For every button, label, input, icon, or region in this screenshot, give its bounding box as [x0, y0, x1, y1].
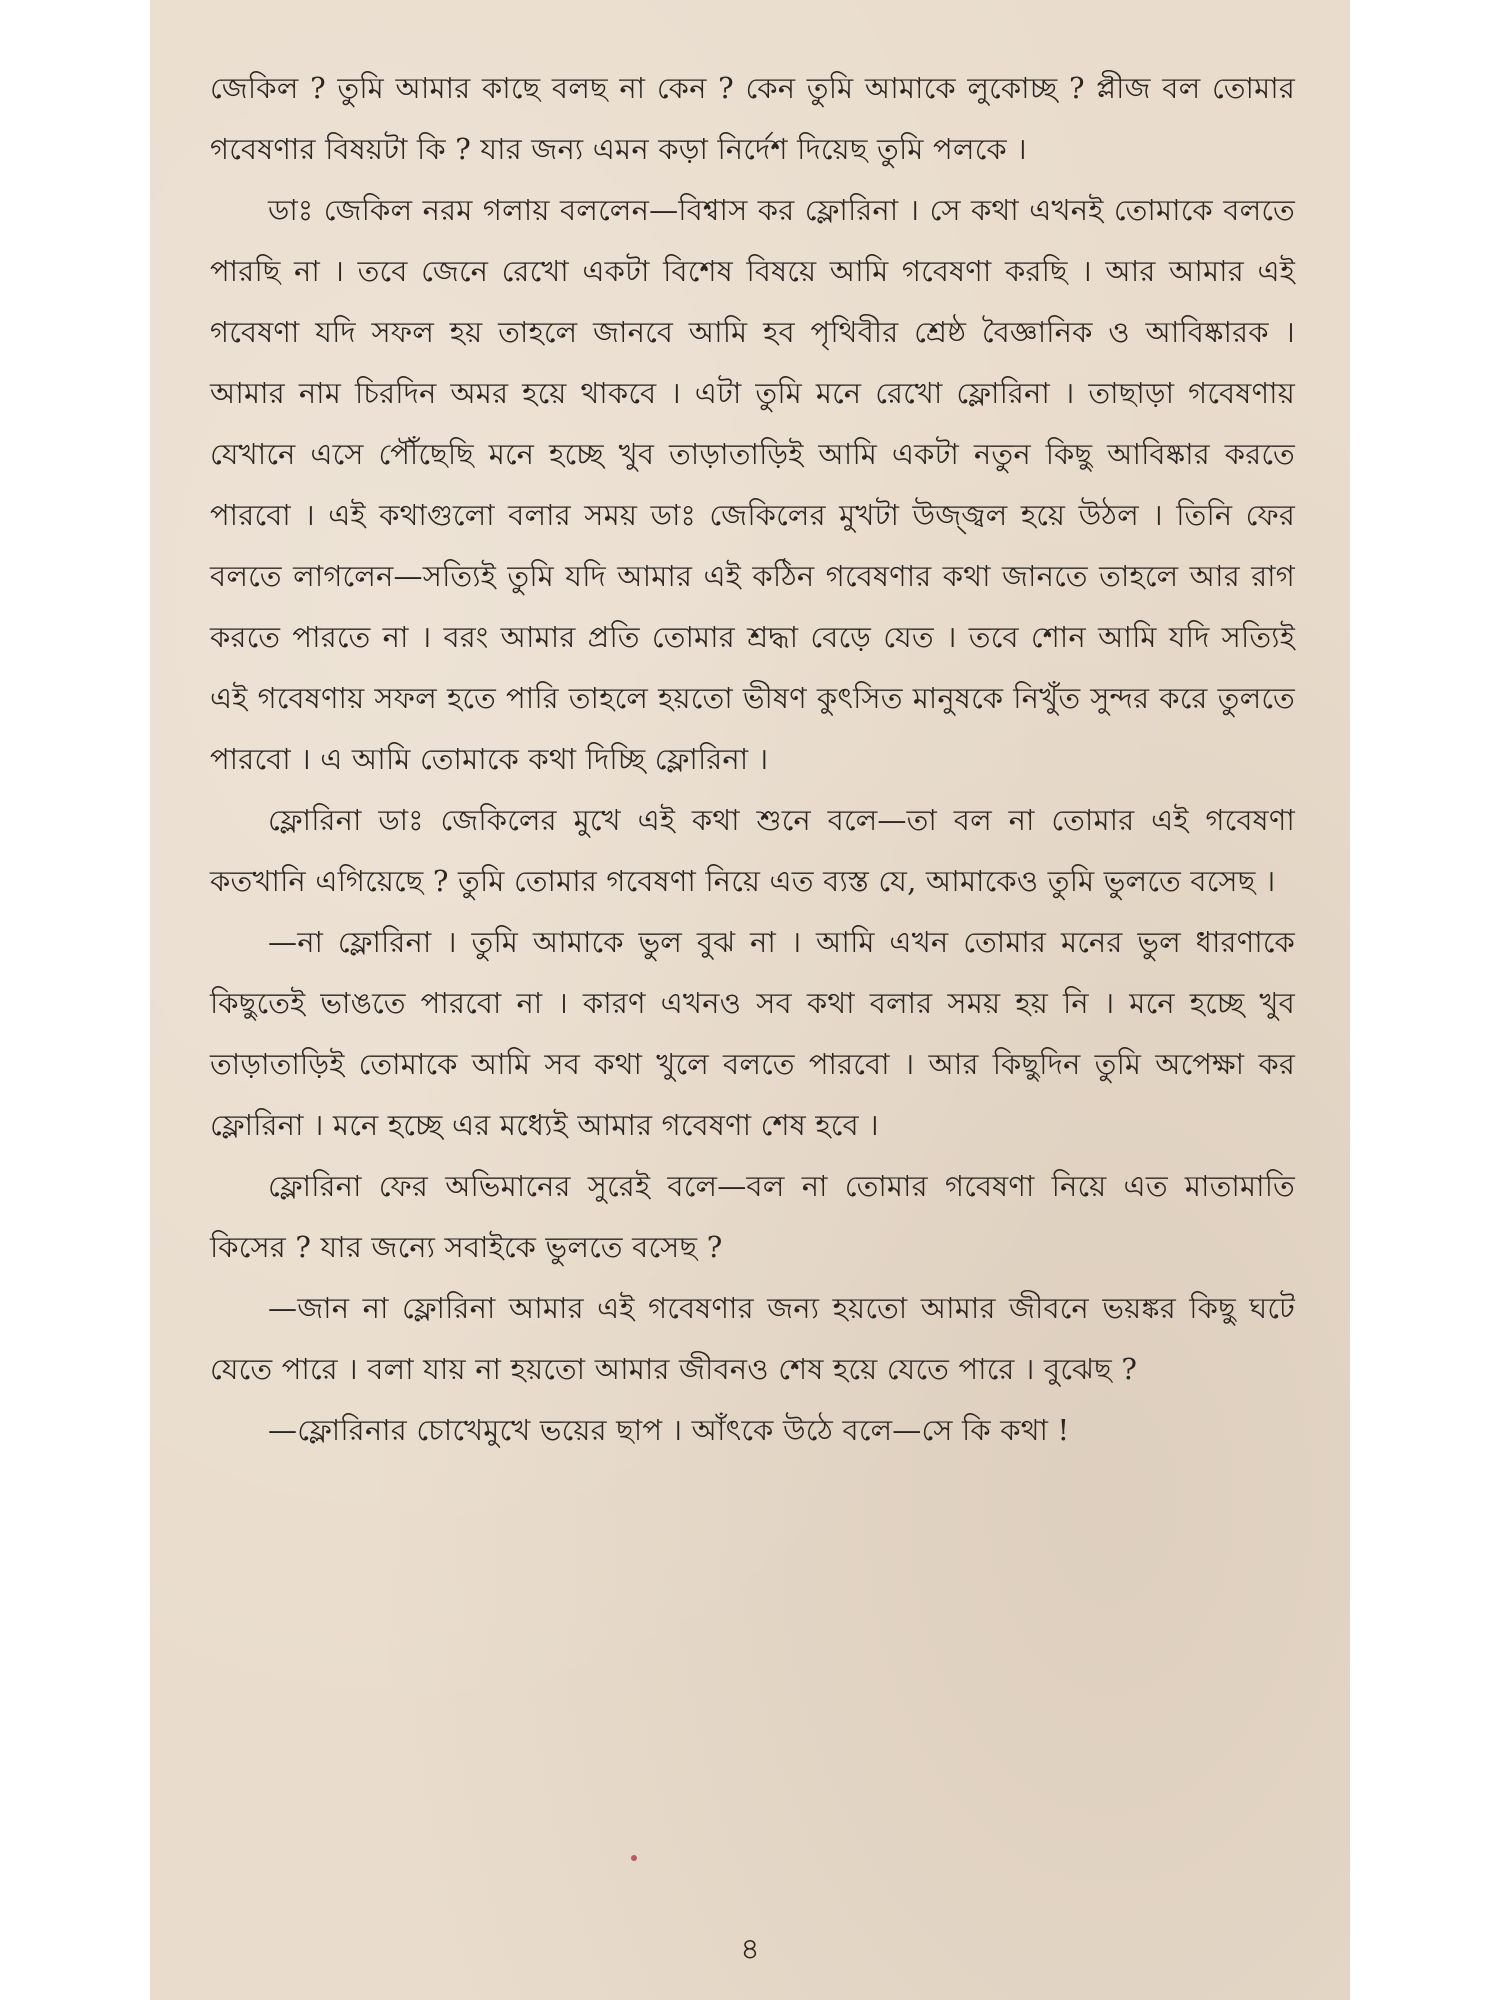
paragraph-7: —ফ্লোরিনার চোখেমুখে ভয়ের ছাপ । আঁৎকে উঠে বলে—সে কি কথা !	[268, 1413, 1070, 1447]
paragraph-2: ডাঃ জেকিল নরম গলায় বললেন—বিশ্বাস কর ফ্লোরিনা । সে কথা এখনই তোমাকে বলতে পারছি না । তবে জেনে রেখো একটা বিশেষ বিষয়ে আমি গবেষণা করছি । আর আমার এই গবেষণা যদি সফল হয় তাহলে জানবে আমি হব পৃথিবীর শ্রেষ্ঠ বৈজ্ঞানিক ও আবিষ্কারক । আমার নাম চিরদিন অমর হয়ে থাকবে । এটা তুমি মনে রেখো ফ্লোরিনা । তাছাড়া গবেষণায় যেখানে এসে পৌঁছেছি মনে হচ্ছে খুব তাড়াতাড়িই আমি একটা নতুন কিছু আবিষ্কার করতে পারবো । এই কথাগুলো বলার সময় ডাঃ জেকিলের মুখটা উজ্জ্বল হয়ে উঠল । তিনি ফের বলতে লাগলেন—সত্যিই তুমি যদি আমার এই কঠিন গবেষণার কথা জানতে তাহলে আর রাগ করতে পারতে না । বরং আমার প্রতি তোমার শ্রদ্ধা বেড়ে যেত । তবে শোন আমি যদি সত্যিই এই গবেষণায় সফল হতে পারি তাহলে হয়তো ভীষণ কুৎসিত মানুষকে নিখুঁত সুন্দর করে তুলতে পারবো । এ আমি তোমাকে কথা দিচ্ছি ফ্লোরিনা ।	[210, 193, 1295, 776]
page-number: ৪	[740, 1932, 760, 1967]
body-text	[210, 58, 1295, 1461]
paragraph-6: —জান না ফ্লোরিনা আমার এই গবেষণার জন্য হয়তো আমার জীবনে ভয়ঙ্কর কিছু ঘটে যেতে পারে । বলা যায় না হয়তো আমার জীবনও শেষ হয়ে যেতে পারে । বুঝেছ ?	[210, 1291, 1295, 1386]
paragraph-5: ফ্লোরিনা ফের অভিমানের সুরেই বলে—বল না তোমার গবেষণা নিয়ে এত মাতামাতি কিসের ? যার জন্যে সবাইকে ভুলতে বসেছ ?	[210, 1169, 1295, 1264]
paragraph-3: ফ্লোরিনা ডাঃ জেকিলের মুখে এই কথা শুনে বলে—তা বল না তোমার এই গবেষণা কতখানি এগিয়েছে ? তুমি তোমার গবেষণা নিয়ে এত ব্যস্ত যে, আমাকেও তুমি ভুলতে বসেছ ।	[210, 803, 1295, 898]
paragraph-1: জেকিল ? তুমি আমার কাছে বলছ না কেন ? কেন তুমি আমাকে লুকোচ্ছ ? প্লীজ বল তোমার গবেষণার বিষয়টা কি ? যার জন্য এমন কড়া নির্দেশ দিয়েছ তুমি পলকে ।	[210, 71, 1295, 166]
paragraph-4: —না ফ্লোরিনা । তুমি আমাকে ভুল বুঝ না । আমি এখন তোমার মনের ভুল ধারণাকে কিছুতেই ভাঙতে পারবো না । কারণ এখনও সব কথা বলার সময় হয় নি । মনে হচ্ছে খুব তাড়াতাড়িই তোমাকে আমি সব কথা খুলে বলতে পারবো । আর কিছুদিন তুমি অপেক্ষা কর ফ্লোরিনা । মনে হচ্ছে এর মধ্যেই আমার গবেষণা শেষ হবে ।	[210, 925, 1295, 1142]
ink-spot	[631, 1855, 637, 1861]
book-page	[150, 0, 1350, 2000]
